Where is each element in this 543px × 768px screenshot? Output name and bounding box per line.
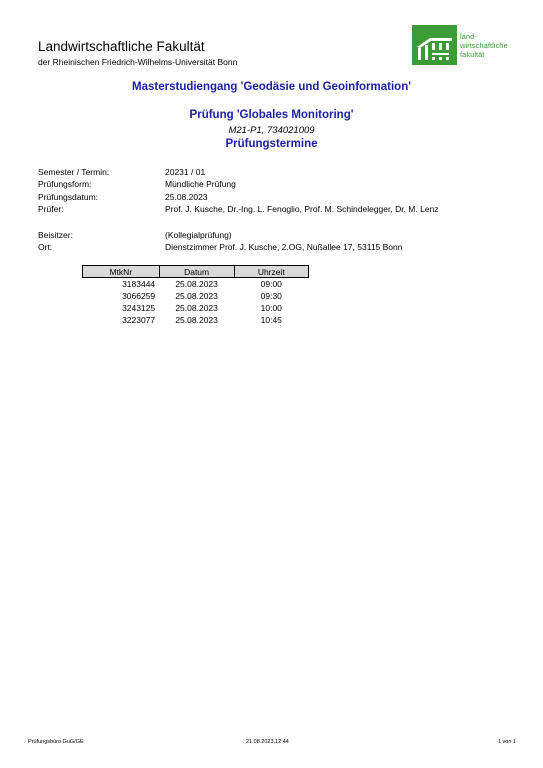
detail-label-semester: Semester / Termin: (38, 167, 110, 177)
cell-uhrzeit: 10:45 (260, 315, 282, 325)
exam-code: M21-P1, 734021009 (228, 125, 315, 136)
cell-uhrzeit: 09:30 (260, 291, 282, 301)
footer-timestamp: 21.08.2023,12:44 (246, 739, 289, 745)
detail-label-assessor: Beisitzer: (38, 230, 73, 240)
cell-datum: 25.08.2023 (175, 315, 218, 325)
logo-line: fakultät (460, 49, 485, 59)
cell-mtknr: 3223077 (122, 315, 156, 325)
detail-value-examiner: Prof. J. Kusche, Dr.-Ing. L. Fenoglio, Prof. M. Schindelegger, Dr. M. Lenz (165, 204, 439, 214)
cell-datum: 25.08.2023 (175, 303, 218, 313)
cell-mtknr: 3066259 (122, 291, 156, 301)
column-header-datum: Datum (159, 266, 234, 278)
column-header-uhrzeit: Uhrzeit (234, 266, 308, 278)
cell-uhrzeit: 10:00 (260, 303, 282, 313)
faculty-title: Landwirtschaftliche Fakultät (38, 39, 205, 54)
cell-mtknr: 3183444 (122, 279, 156, 289)
detail-value-assessor: (Kollegialprüfung) (165, 230, 232, 240)
detail-label-form: Prüfungsform: (38, 179, 92, 189)
logo-wordmark (460, 33, 508, 59)
logo-line: land- (460, 32, 477, 41)
logo-line: wirtschaftliche (460, 40, 508, 50)
table-row (83, 290, 309, 302)
university-name: der Rheinischen Friedrich-Wilhelms-Universität Bonn (38, 57, 238, 67)
exam-title: Prüfung 'Globales Monitoring' (189, 109, 354, 121)
faculty-logo (412, 25, 522, 67)
cell-datum: 25.08.2023 (175, 279, 218, 289)
detail-label-examiner: Prüfer: (38, 204, 64, 214)
section-heading: Prüfungstermine (225, 138, 318, 150)
table-row (83, 314, 309, 326)
cell-uhrzeit: 09:00 (260, 279, 282, 289)
table-header-row (83, 266, 309, 278)
detail-value-semester: 20231 / 01 (165, 167, 206, 177)
table-row (83, 278, 309, 291)
detail-value-location: Dienstzimmer Prof. J. Kusche, 2.OG, Nußallee 17, 53115 Bonn (165, 242, 403, 252)
cell-mtknr: 3243125 (122, 303, 156, 313)
detail-label-date: Prüfungsdatum: (38, 192, 99, 202)
footer-office: Prüfungsbüro GuG/GE (28, 739, 84, 745)
cell-datum: 25.08.2023 (175, 291, 218, 301)
detail-value-form: Mündliche Prüfung (165, 179, 236, 189)
program-title: Masterstudiengang 'Geodäsie und Geoinformation' (132, 81, 411, 93)
logo-building-icon (412, 25, 457, 65)
table-row (83, 302, 309, 314)
detail-value-date: 25.08.2023 (165, 192, 208, 202)
column-header-mtknr: MtkNr (83, 266, 160, 278)
footer-page-number: 1 von 1 (497, 739, 516, 745)
schedule-table (82, 265, 309, 326)
detail-label-location: Ort: (38, 242, 53, 252)
